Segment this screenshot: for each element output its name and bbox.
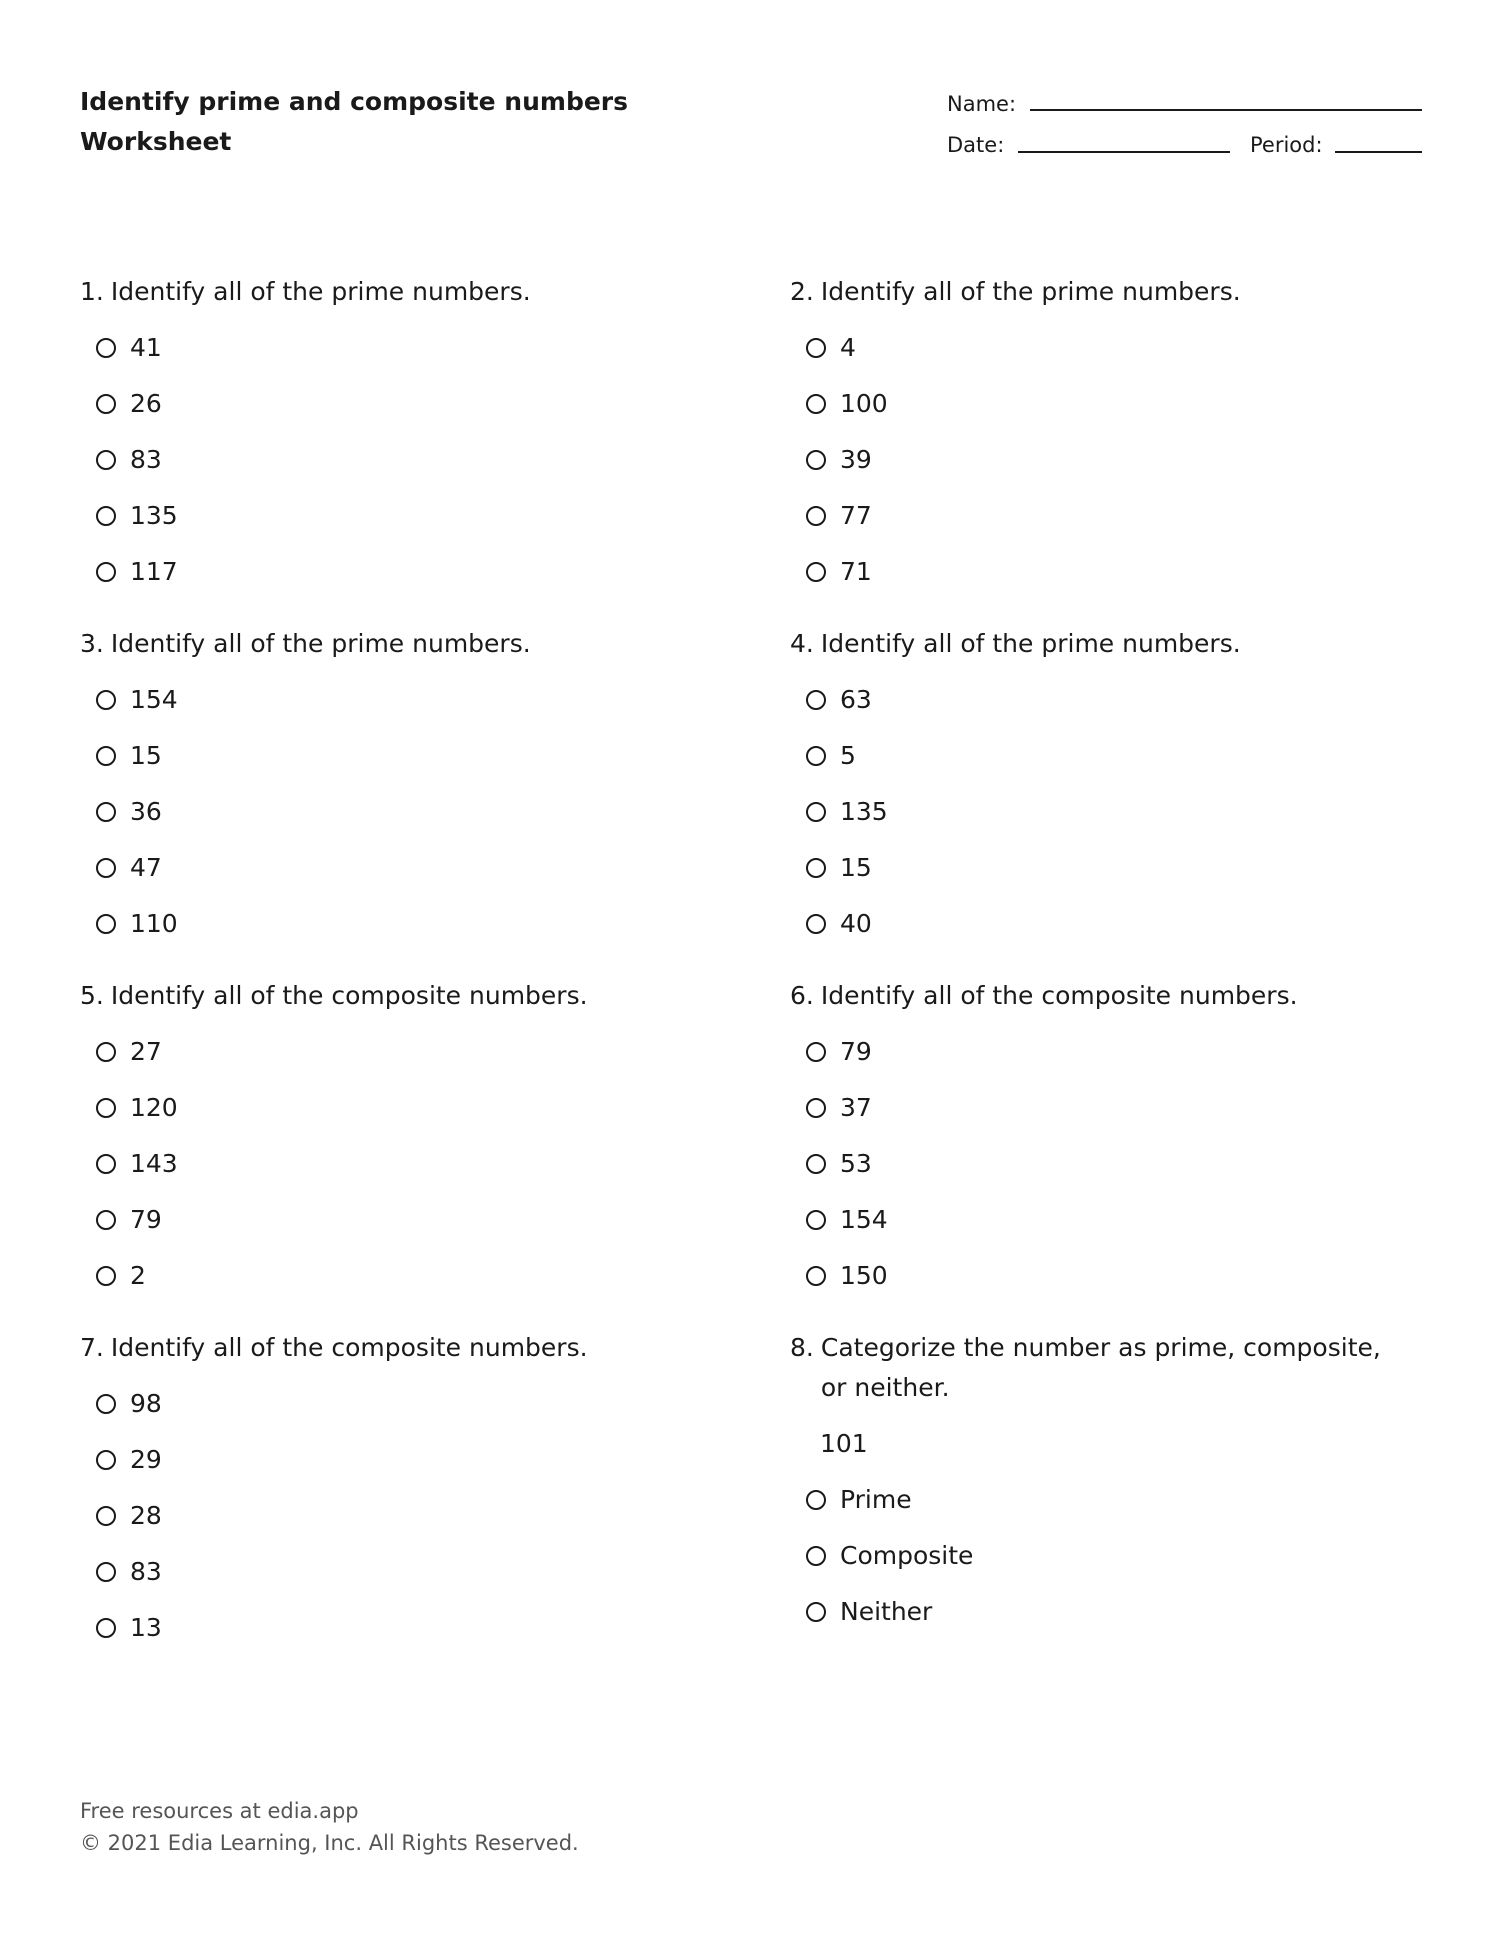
answer-option[interactable] xyxy=(790,376,1410,432)
radio-circle-icon[interactable] xyxy=(96,1210,116,1230)
answer-options xyxy=(790,320,1410,600)
radio-circle-icon[interactable] xyxy=(806,858,826,878)
radio-circle-icon[interactable] xyxy=(806,562,826,582)
question-number: 8. xyxy=(790,1333,814,1362)
option-label: 83 xyxy=(130,445,162,474)
radio-circle-icon[interactable] xyxy=(806,1490,826,1510)
radio-circle-icon[interactable] xyxy=(806,338,826,358)
option-label: 41 xyxy=(130,333,162,362)
radio-circle-icon[interactable] xyxy=(96,690,116,710)
question-text: Identify all of the prime numbers. xyxy=(110,629,531,658)
question-text: Identify all of the composite numbers. xyxy=(110,981,588,1010)
option-label: 120 xyxy=(130,1093,178,1122)
question-number: 5. xyxy=(80,981,104,1010)
radio-circle-icon[interactable] xyxy=(806,506,826,526)
radio-circle-icon[interactable] xyxy=(96,1506,116,1526)
question-number: 4. xyxy=(790,629,814,658)
question-3 xyxy=(80,624,700,952)
radio-circle-icon[interactable] xyxy=(806,1210,826,1230)
answer-option[interactable] xyxy=(790,840,1410,896)
question-prompt xyxy=(80,1328,700,1368)
question-number: 1. xyxy=(80,277,104,306)
question-8 xyxy=(790,1328,1390,1640)
question-number: 7. xyxy=(80,1333,104,1362)
radio-circle-icon[interactable] xyxy=(806,1602,826,1622)
answer-option[interactable] xyxy=(80,728,700,784)
option-label: 47 xyxy=(130,853,162,882)
answer-option[interactable] xyxy=(790,1248,1410,1304)
footer-resources-text: Free resources at edia.app xyxy=(80,1799,359,1823)
option-label: 143 xyxy=(130,1149,178,1178)
radio-circle-icon[interactable] xyxy=(96,506,116,526)
answer-option[interactable] xyxy=(80,1432,700,1488)
radio-circle-icon[interactable] xyxy=(806,802,826,822)
answer-options xyxy=(80,1376,700,1656)
answer-option-neither[interactable] xyxy=(790,1584,1390,1640)
radio-circle-icon[interactable] xyxy=(96,1154,116,1174)
option-label: 154 xyxy=(130,685,178,714)
option-label: 29 xyxy=(130,1445,162,1474)
question-number: 2. xyxy=(790,277,814,306)
radio-circle-icon[interactable] xyxy=(806,914,826,934)
answer-option[interactable] xyxy=(790,320,1410,376)
answer-option[interactable] xyxy=(790,784,1410,840)
option-label: 2 xyxy=(130,1261,146,1290)
answer-option[interactable] xyxy=(80,432,700,488)
option-label: Prime xyxy=(840,1485,912,1514)
answer-option-composite[interactable] xyxy=(790,1528,1390,1584)
date-input-line[interactable] xyxy=(1018,151,1230,153)
answer-option[interactable] xyxy=(790,1192,1410,1248)
answer-option[interactable] xyxy=(80,1136,700,1192)
radio-circle-icon[interactable] xyxy=(96,746,116,766)
footer xyxy=(80,1795,579,1859)
option-label: 37 xyxy=(840,1093,872,1122)
radio-circle-icon[interactable] xyxy=(96,1266,116,1286)
question-number: 6. xyxy=(790,981,814,1010)
radio-circle-icon[interactable] xyxy=(806,450,826,470)
answer-option[interactable] xyxy=(80,672,700,728)
option-label: 40 xyxy=(840,909,872,938)
period-input-line[interactable] xyxy=(1335,151,1422,153)
option-label: 53 xyxy=(840,1149,872,1178)
answer-options xyxy=(790,672,1410,952)
option-label: 4 xyxy=(840,333,856,362)
option-label: 39 xyxy=(840,445,872,474)
radio-circle-icon[interactable] xyxy=(96,914,116,934)
answer-options xyxy=(790,1024,1410,1304)
question-number: 3. xyxy=(80,629,104,658)
question-text: Identify all of the composite numbers. xyxy=(820,981,1298,1010)
answer-option[interactable] xyxy=(790,544,1410,600)
option-label: 79 xyxy=(840,1037,872,1066)
answer-option[interactable] xyxy=(80,1192,700,1248)
radio-circle-icon[interactable] xyxy=(96,1042,116,1062)
radio-circle-icon[interactable] xyxy=(96,858,116,878)
radio-circle-icon[interactable] xyxy=(96,802,116,822)
option-label: 36 xyxy=(130,797,162,826)
question-prompt xyxy=(80,976,700,1016)
answer-option[interactable] xyxy=(80,1080,700,1136)
answer-option[interactable] xyxy=(80,1248,700,1304)
option-label: 83 xyxy=(130,1557,162,1586)
answer-option[interactable] xyxy=(80,1600,700,1656)
answer-option[interactable] xyxy=(80,488,700,544)
question-2 xyxy=(790,272,1410,600)
answer-option[interactable] xyxy=(80,896,700,952)
question-text: Identify all of the composite numbers. xyxy=(110,1333,588,1362)
option-label: 27 xyxy=(130,1037,162,1066)
option-label: 77 xyxy=(840,501,872,530)
question-6 xyxy=(790,976,1410,1304)
option-label: 5 xyxy=(840,741,856,770)
option-label: 98 xyxy=(130,1389,162,1418)
worksheet-title xyxy=(80,82,628,162)
radio-circle-icon[interactable] xyxy=(806,394,826,414)
question-4 xyxy=(790,624,1410,952)
radio-circle-icon[interactable] xyxy=(96,1098,116,1118)
question-prompt xyxy=(80,624,700,664)
option-label: 28 xyxy=(130,1501,162,1530)
radio-circle-icon[interactable] xyxy=(96,1618,116,1638)
answer-option-prime[interactable] xyxy=(790,1472,1390,1528)
answer-option[interactable] xyxy=(790,488,1410,544)
question-prompt xyxy=(790,1328,1390,1408)
radio-circle-icon[interactable] xyxy=(806,1154,826,1174)
question-prompt xyxy=(790,272,1410,312)
answer-option[interactable] xyxy=(790,1136,1410,1192)
option-label: 71 xyxy=(840,557,872,586)
option-label: 15 xyxy=(840,853,872,882)
date-label: Date: xyxy=(947,133,1005,157)
option-label: 117 xyxy=(130,557,178,586)
question-1 xyxy=(80,272,700,600)
answer-option[interactable] xyxy=(80,1376,700,1432)
answer-option[interactable] xyxy=(80,784,700,840)
worksheet-title-line2: Worksheet xyxy=(80,127,232,156)
answer-option[interactable] xyxy=(790,896,1410,952)
radio-circle-icon[interactable] xyxy=(806,1098,826,1118)
radio-circle-icon[interactable] xyxy=(806,1266,826,1286)
given-number: 101 xyxy=(820,1429,868,1458)
footer-copyright-text: © 2021 Edia Learning, Inc. All Rights Reserved. xyxy=(80,1831,579,1855)
question-text: Categorize the number as prime, composite, or neither. xyxy=(820,1333,1381,1402)
answer-option[interactable] xyxy=(80,544,700,600)
option-label: 63 xyxy=(840,685,872,714)
option-label: 135 xyxy=(130,501,178,530)
worksheet-title-line1: Identify prime and composite numbers xyxy=(80,87,628,116)
option-label: Neither xyxy=(840,1597,933,1626)
question-prompt xyxy=(790,976,1410,1016)
option-label: 135 xyxy=(840,797,888,826)
radio-circle-icon[interactable] xyxy=(96,1562,116,1582)
answer-option[interactable] xyxy=(80,1544,700,1600)
answer-option[interactable] xyxy=(790,728,1410,784)
radio-circle-icon[interactable] xyxy=(96,450,116,470)
radio-circle-icon[interactable] xyxy=(96,1394,116,1414)
answer-option[interactable] xyxy=(790,1080,1410,1136)
question-text: Identify all of the prime numbers. xyxy=(110,277,531,306)
question-text: Identify all of the prime numbers. xyxy=(820,277,1241,306)
question-prompt xyxy=(790,624,1410,664)
answer-options xyxy=(790,1472,1390,1640)
radio-circle-icon[interactable] xyxy=(806,1042,826,1062)
option-label: 150 xyxy=(840,1261,888,1290)
answer-option[interactable] xyxy=(80,320,700,376)
radio-circle-icon[interactable] xyxy=(806,690,826,710)
option-label: 26 xyxy=(130,389,162,418)
answer-option[interactable] xyxy=(80,840,700,896)
radio-circle-icon[interactable] xyxy=(96,1450,116,1470)
option-label: Composite xyxy=(840,1541,974,1570)
question-7 xyxy=(80,1328,700,1656)
option-label: 154 xyxy=(840,1205,888,1234)
question-5 xyxy=(80,976,700,1304)
option-label: 15 xyxy=(130,741,162,770)
answer-option[interactable] xyxy=(80,376,700,432)
answer-option[interactable] xyxy=(790,672,1410,728)
option-label: 110 xyxy=(130,909,178,938)
answer-option[interactable] xyxy=(80,1024,700,1080)
date-period-field xyxy=(947,133,1422,163)
answer-options xyxy=(80,672,700,952)
period-label: Period: xyxy=(1250,133,1323,157)
radio-circle-icon[interactable] xyxy=(96,562,116,582)
name-label: Name: xyxy=(947,92,1017,116)
option-label: 13 xyxy=(130,1613,162,1642)
answer-option[interactable] xyxy=(80,1488,700,1544)
option-label: 100 xyxy=(840,389,888,418)
name-input-line[interactable] xyxy=(1030,109,1422,111)
radio-circle-icon[interactable] xyxy=(96,394,116,414)
answer-option[interactable] xyxy=(790,432,1410,488)
answer-options xyxy=(80,320,700,600)
radio-circle-icon[interactable] xyxy=(806,746,826,766)
option-label: 79 xyxy=(130,1205,162,1234)
question-text: Identify all of the prime numbers. xyxy=(820,629,1241,658)
answer-option[interactable] xyxy=(790,1024,1410,1080)
name-field xyxy=(947,92,1422,122)
radio-circle-icon[interactable] xyxy=(806,1546,826,1566)
radio-circle-icon[interactable] xyxy=(96,338,116,358)
question-prompt xyxy=(80,272,700,312)
answer-options xyxy=(80,1024,700,1304)
